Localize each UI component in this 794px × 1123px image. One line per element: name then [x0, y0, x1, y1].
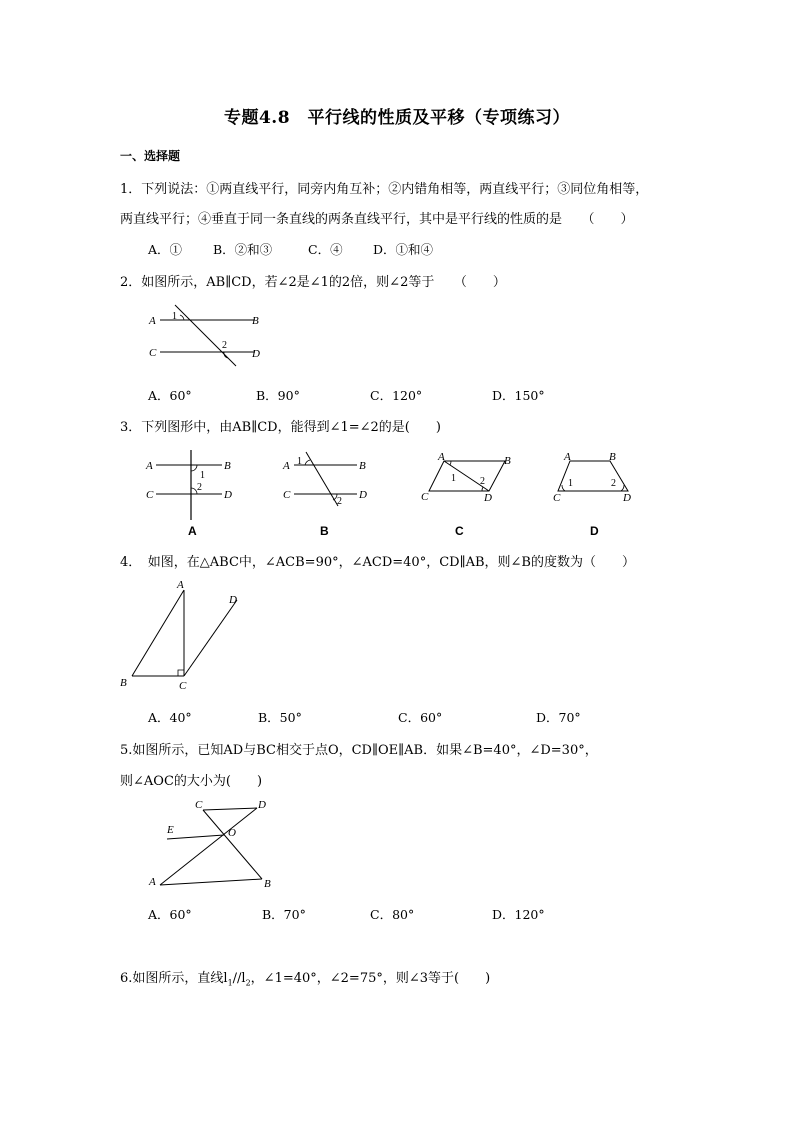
- section-heading: 一、选择题: [120, 149, 181, 163]
- q2-figure: [140, 300, 280, 370]
- q3c-angle-1: 1: [451, 473, 456, 484]
- q2-label-a: A: [149, 315, 156, 327]
- q3-figure-a: [140, 448, 240, 523]
- q4-option-a: A．40°: [148, 710, 192, 725]
- q1-option-d: D．①和④: [373, 242, 434, 257]
- q1-line2: 两直线平行；④垂直于同一条直线的两条直线平行，其中是平行线的性质的是 （ ）: [120, 212, 634, 227]
- q3-figure-c: [418, 448, 518, 508]
- q3c-label-a: A: [438, 451, 445, 463]
- q3d-label-a: A: [564, 451, 571, 463]
- q2-option-a: A．60°: [148, 388, 192, 403]
- q2-option-b: B．90°: [256, 388, 300, 403]
- q3-figure-d: [548, 448, 648, 508]
- q3-caption-a: A: [188, 524, 197, 538]
- q5-label-a: A: [149, 876, 156, 888]
- q5-option-d: D．120°: [492, 907, 545, 922]
- q3b-label-d: D: [359, 489, 367, 501]
- q3-figure-b: [275, 448, 375, 523]
- q3d-label-d: D: [623, 492, 631, 504]
- q4-figure: [115, 578, 250, 693]
- q6-text: [120, 967, 490, 988]
- q4-label-b: B: [120, 677, 127, 689]
- q3d-angle-2: 2: [611, 478, 616, 489]
- q4-label-d: D: [229, 594, 237, 606]
- q2-label-b: B: [252, 315, 259, 327]
- q5-label-e: E: [167, 824, 174, 836]
- q5-label-o: O: [228, 827, 236, 839]
- q2-label-c: C: [149, 347, 157, 359]
- q4-option-b: B．50°: [258, 710, 302, 725]
- q6-sub-1: 1: [227, 978, 233, 988]
- q3b-angle-2: 2: [337, 496, 342, 507]
- q3b-label-a: A: [283, 460, 290, 472]
- q3-caption-d: D: [590, 524, 599, 538]
- q4-option-c: C．60°: [398, 710, 443, 725]
- q6-text-post: ，∠1=40°，∠2=75°，则∠3等于( ): [250, 971, 491, 986]
- q5-option-c: C．80°: [370, 907, 415, 922]
- q2-option-d: D．150°: [492, 388, 545, 403]
- q4-option-d: D．70°: [536, 710, 581, 725]
- q5-option-b: B．70°: [262, 907, 306, 922]
- q3d-label-c: C: [553, 492, 561, 504]
- q6-sub-2: 2: [245, 978, 251, 988]
- q5-figure: [145, 795, 285, 895]
- q3a-label-b: B: [224, 460, 231, 472]
- q2-option-c: C．120°: [370, 388, 423, 403]
- q5-label-b: B: [264, 878, 271, 890]
- q3-caption-b: B: [320, 524, 329, 538]
- q6-text-mid: //l: [232, 971, 246, 986]
- q3d-label-b: B: [609, 451, 616, 463]
- q1-option-c: C．④: [308, 242, 343, 257]
- q5-option-a: A．60°: [148, 907, 192, 922]
- q5-line1: 5.如图所示，已知AD与BC相交于点O，CD∥OE∥AB．如果∠B=40°，∠D=30°，: [120, 743, 598, 758]
- q1-option-a: A．①: [148, 242, 183, 257]
- q5-label-d: D: [258, 799, 266, 811]
- q3c-label-d: D: [484, 492, 492, 504]
- q1-line1: 1．下列说法：①两直线平行，同旁内角互补；②内错角相等，两直线平行；③同位角相等，: [120, 182, 649, 197]
- q3a-angle-1: 1: [200, 470, 205, 481]
- q2-text: 2．如图所示，AB∥CD，若∠2是∠1的2倍，则∠2等于 （ ）: [120, 275, 506, 290]
- q3d-angle-1: 1: [568, 478, 573, 489]
- q4-label-c: C: [179, 680, 187, 692]
- q3a-label-a: A: [146, 460, 153, 472]
- q6-text-pre: 6.如图所示，直线l: [120, 971, 228, 986]
- page-title: 专题4.8 平行线的性质及平移（专项练习）: [223, 108, 571, 128]
- q3c-label-c: C: [421, 491, 429, 503]
- q3a-label-d: D: [224, 489, 232, 501]
- q3a-angle-2: 2: [197, 482, 202, 493]
- q5-label-c: C: [195, 799, 203, 811]
- q4-text: 4． 如图，在△ABC中，∠ACB=90°，∠ACD=40°，CD∥AB，则∠B的度数为（ ）: [120, 555, 635, 570]
- q3a-label-c: C: [146, 489, 154, 501]
- q4-label-a: A: [177, 579, 184, 591]
- q3-caption-c: C: [455, 524, 464, 538]
- q2-angle-2: 2: [222, 340, 227, 351]
- q1-option-b: B．②和③: [213, 242, 273, 257]
- q3c-angle-2: 2: [480, 476, 485, 487]
- q5-line2: 则∠AOC的大小为( ): [120, 774, 263, 789]
- q2-angle-1: 1: [172, 311, 177, 322]
- q2-label-d: D: [252, 348, 260, 360]
- q3b-label-c: C: [283, 489, 291, 501]
- q3b-angle-1: 1: [297, 456, 302, 467]
- q3c-label-b: B: [504, 455, 511, 467]
- q3b-label-b: B: [359, 460, 366, 472]
- q3-text: 3．下列图形中，由AB∥CD，能得到∠1=∠2的是( ): [120, 420, 441, 435]
